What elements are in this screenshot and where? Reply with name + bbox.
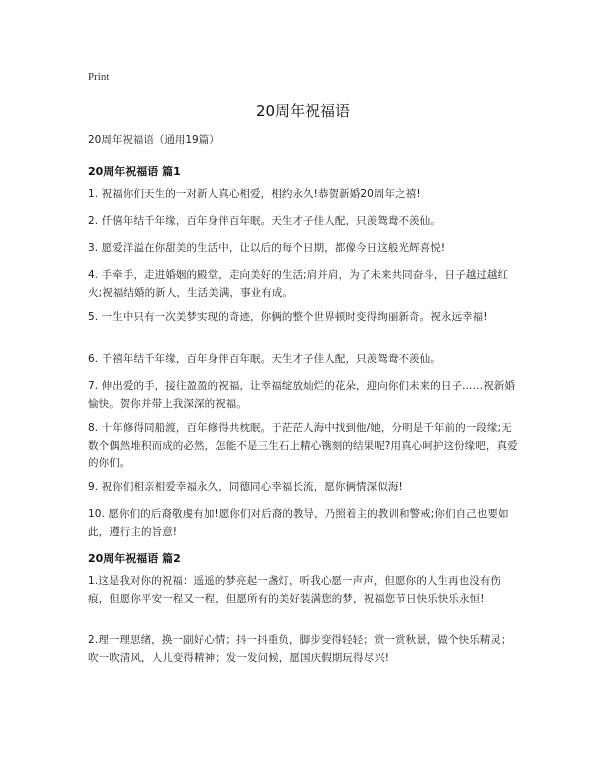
print-label: Print [88, 71, 110, 83]
paragraph: 2.理一理思绪，换一副好心情；抖一抖重负，脚步变得轻轻；赏一赏秋景，做个快乐精灵；吹一吹清风，人儿变得精神；发一发问候，愿国庆假期玩得尽兴! [88, 634, 512, 664]
section-heading-2: 20周年祝福语 篇2 [88, 552, 181, 565]
paragraph: 2. 仟僖年结千年缘，百年身伴百年眠。天生才子佳人配，只羡鸳鸯不羡仙。 [88, 215, 441, 227]
paragraph: 7. 伸出爱的手，接往盈盈的祝福，让幸福绽放灿烂的花朵，迎向你们未来的日子……祝新婚愉快。贺你并带上我深深的祝福。 [88, 380, 516, 410]
section-heading-1: 20周年祝福语 篇1 [88, 165, 181, 178]
paragraph: 10. 愿你们的后裔敬虔有加!愿你们对后裔的教导，乃照着主的教训和警戒;你们自己也要如此，遵行主的旨意! [88, 508, 509, 538]
paragraph: 9. 祝你们相亲相爱幸福永久，同德同心幸福长流，愿你俩情深似海! [88, 481, 403, 493]
paragraph: 1.这是我对你的祝福：遥遥的梦亮起一盏灯，听我心愿一声声，但愿你的人生再也没有伤痕，但愿你平安一程又一程，但愿所有的美好装满您的梦，祝福您节日快乐快乐永恒! [88, 575, 502, 605]
page-title: 20周年祝福语 [255, 102, 351, 120]
paragraph: 4. 手牵手，走进婚姻的殿堂，走向美好的生活;肩并肩，为了未来共同奋斗，日子越过越红火;祝福结婚的新人，生活美满，事业有成。 [88, 269, 509, 299]
paragraph: 1. 祝福你们天生的一对新人真心相爱，相约永久!恭贺新婚20周年之禧! [88, 188, 421, 200]
paragraph: 6. 千禧年结千年缘，百年身伴百年眠。天生才子佳人配，只羡鸳鸯不羡仙。 [88, 353, 441, 365]
paragraph: 3. 愿爱洋溢在你甜美的生活中，让以后的每个日期，都像今日这般光辉喜悦! [88, 242, 446, 254]
paragraph: 8. 十年修得同船渡，百年修得共枕眠。于茫茫人海中找到他/她，分明是千年前的一段缘;无数个偶然堆积而成的必然，怎能不是三生石上精心镌刻的结果呢?用真心呵护这份缘吧，真爱的你们。 [88, 422, 518, 469]
document-subtitle: 20周年祝福语（通用19篇） [88, 134, 220, 146]
paragraph: 5. 一生中只有一次美梦实现的奇迹，你俩的整个世界顿时变得绚丽新奇。祝永远幸福! [88, 311, 488, 323]
